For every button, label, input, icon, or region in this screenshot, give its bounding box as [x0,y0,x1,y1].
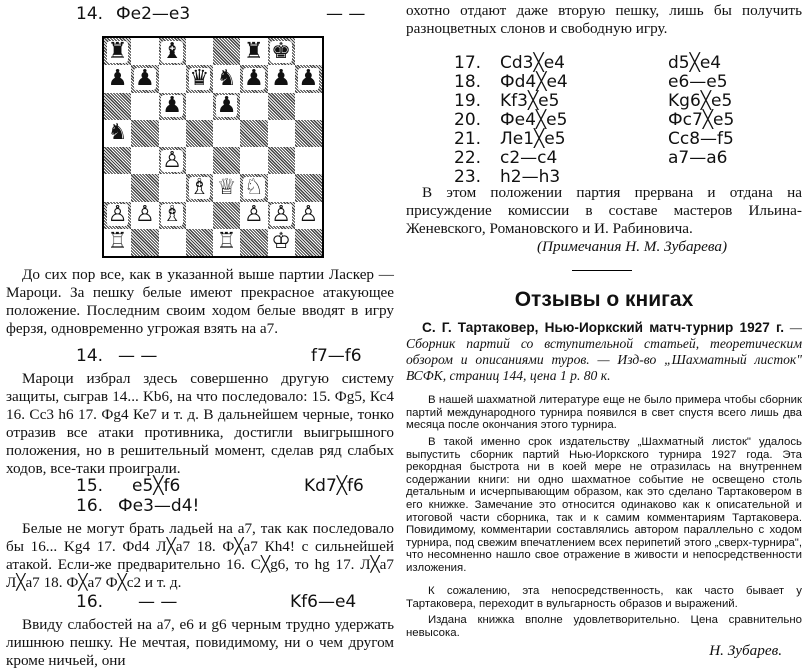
chess-piece: ♟ [244,65,264,91]
move-line [406,130,802,149]
move-list [406,54,802,187]
board-square-f8 [240,38,267,65]
board-square-h4 [295,147,322,174]
board-square-g1 [268,229,295,256]
chess-piece: ♗ [162,202,182,228]
board-square-e8 [213,38,240,65]
move-number: 19. [454,91,482,111]
chess-piece: ♜ [244,38,264,64]
board-square-g7 [268,65,295,92]
move-number: 15. [76,476,104,496]
chess-piece: ♔ [271,229,291,255]
white-move: e5╳f6 [132,476,181,496]
signature: Н. Зубарев. [709,642,782,659]
board-square-d2 [186,202,213,229]
move-number: 21. [454,129,482,149]
board-square-e4 [213,147,240,174]
chess-piece: ♘ [244,174,264,200]
review-paragraph: В такой именно срок издательству „Шахматный листок" удалось выпустить сборник партий Нью-Иоркского турнира 1927 года. Эта рекордная быстрота ни в коей мере не отразилась на внутреннем содержании книги: ни одно шахматное событие не освещено столь детальным и исчерпывающим образом, как это сделано Тартаковером в его книжке. Замечание это относится одинаково как к описательной и итоговой части сборника, так и к самим комментариям Тартаковера. Повидимому, комментарии составлялись автором параллельно с ходом турнира, под свежим впечатлением всех перипетий этого „сверх-турнира", что несомненно нашло свое отражение в живости и непосредственности изложения. [406,436,802,574]
white-move: — — [118,346,158,366]
black-move: d5╳e4 [668,53,722,73]
board-square-f1 [240,229,267,256]
review-paragraph: К сожалению, эта непосредственность, как часто бывает у Тартаковера, переходит в вульгарность образов и выражений. [406,585,802,610]
board-square-b8 [131,38,158,65]
move-line-14a [6,4,394,25]
black-move: Kg6╳e5 [668,91,733,111]
board-square-a3 [104,174,131,201]
board-square-f3 [240,174,267,201]
move-line [406,111,802,130]
board-square-b4 [131,147,158,174]
move-line-16b [6,592,394,613]
chess-piece: ♚ [271,38,291,64]
move-line [406,92,802,111]
white-move: Ле1╳e5 [500,129,566,149]
paragraph: Ввиду слабостей на а7, е6 и g6 черным трудно удержать лишнюю пешку. Не мечтая, повидимому, ни о чем другом кроме ничьей, они [6,616,394,669]
paragraph: До сих пор все, как в указанной выше партии Ласкер — Мароци. За пешку белые имеют прекрасное атакующее положение. Последним своим ходом белые вводят в игру ферзя, одновременно угрожая взять на а7. [6,266,394,337]
review-header [406,320,802,384]
board-square-d5 [186,120,213,147]
board-square-a1 [104,229,131,256]
board-square-c5 [159,120,186,147]
board-square-b3 [131,174,158,201]
board-square-a2 [104,202,131,229]
chess-piece: ♙ [271,202,291,228]
board-square-c1 [159,229,186,256]
board-square-b5 [131,120,158,147]
white-move: — — [138,592,178,612]
black-move: a7—a6 [668,148,728,168]
board-square-b6 [131,93,158,120]
board-square-g5 [268,120,295,147]
review-paragraph: В нашей шахматной литературе еще не было примера чтобы сборник партий международного турнира появился в свет спустя всего лишь два месяца после окончания этого турнира. [406,394,802,432]
board-square-c3 [159,174,186,201]
board-square-f4 [240,147,267,174]
move-number: 20. [454,110,482,130]
board-square-a7 [104,65,131,92]
move-number: 16. [76,496,104,516]
board-square-f5 [240,120,267,147]
move-number: 23. [454,167,482,187]
board-square-d1 [186,229,213,256]
board-square-g6 [268,93,295,120]
chess-piece: ♛ [189,65,210,91]
move-line-15 [6,476,394,497]
paragraph: Белые не могут брать ладьей на а7, так как последовало бы 16... Kg4 17. Фd4 Л╳а7 18. Ф╳а7 Кh4! с сильнейшей атакой. Если-же предварительно 16. С╳g6, то hg 17. Л╳а7 Л╳а7 18. Ф╳а7 Ф╳с2 и т. д. [6,520,394,591]
chess-piece: ♙ [244,202,264,228]
chess-piece: ♕ [216,174,237,200]
board-square-e2 [213,202,240,229]
board-square-g2 [268,202,295,229]
black-move: e6—e5 [668,72,728,92]
board-square-e3 [213,174,240,201]
board-square-d3 [186,174,213,201]
white-move: c2—c4 [500,148,558,168]
board-square-a8 [104,38,131,65]
section-heading: Отзывы о книгах [514,288,694,311]
black-move: Kd7╳f6 [304,476,364,496]
board-square-a6 [104,93,131,120]
chess-piece: ♟ [216,93,237,119]
board-square-d8 [186,38,213,65]
review-paragraph: Издана книжка вполне удовлетворительно. Цена сравнительно невысока. [406,614,802,639]
move-line [406,54,802,73]
black-move: Фc7╳e5 [668,110,735,130]
paragraph: Мароци избрал здесь совершенно другую систему защиты, сыграв 14... Kb6, на что последовало: 15. Фg5, Кс4 16. Сс3 h6 17. Фg4 Ке7 и т. д. В дальнейшем черные, тонко отразив все атаки противника, достигли выигрышного положения, но в решительный момент, сделав ряд слабых ходов, все-таки проиграли. [6,370,394,477]
board-square-f6 [240,93,267,120]
black-move: Сс8—f5 [668,129,734,149]
section-divider [572,270,632,271]
board-square-c6 [159,93,186,120]
move-number: 14. [76,4,104,24]
board-square-b2 [131,202,158,229]
black-move: Kf6—e4 [290,592,357,612]
chess-piece: ♜ [107,38,128,64]
board-square-b7 [131,65,158,92]
chess-piece: ♞ [107,120,128,146]
white-move: Kf3╳e5 [500,91,560,111]
move-line-16a [6,496,394,517]
board-square-a4 [104,147,131,174]
board-square-e7 [213,65,240,92]
chess-piece: ♟ [107,65,128,91]
review-description: — Сборник партий со вступительной статьей, теоретическим обзором и описаниями туров. — Изд-во „Шахматный листок" ВСФК, страниц 144, цена 1 р. 80 к. [406,320,802,383]
white-move: h2—h3 [500,167,561,187]
review-title: С. Г. Тартаковер, Нью-Иоркский матч-турнир 1927 г. [422,320,785,335]
chess-piece: ♙ [162,147,182,173]
chess-piece: ♖ [216,229,237,255]
chess-piece: ♗ [189,174,210,200]
annotation-credit: (Примечания Н. М. Зубарева) [536,238,728,255]
board-square-f7 [240,65,267,92]
board-square-a5 [104,120,131,147]
chess-piece: ♟ [135,65,155,91]
move-number: 22. [454,148,482,168]
move-number: 18. [454,72,482,92]
black-move: — — [326,4,366,24]
board-square-c4 [159,147,186,174]
chess-piece: ♟ [271,65,291,91]
board-square-c8 [159,38,186,65]
board-square-e6 [213,93,240,120]
chess-piece: ♟ [162,93,182,119]
white-move: Фd4╳e4 [500,72,568,92]
move-number: 17. [454,53,482,73]
move-line [406,149,802,168]
paragraph: В этом положении партия прервана и отдана на присуждение комиссии в составе мастеров Ильина-Женевского, Романовского и И. Рабиновича. [406,184,802,237]
chess-piece: ♞ [216,65,237,91]
board-square-d7 [186,65,213,92]
board-square-f2 [240,202,267,229]
chess-piece: ♝ [162,38,182,64]
chess-piece: ♙ [135,202,155,228]
board-square-h2 [295,202,322,229]
white-move: Фе2—е3 [116,4,191,24]
white-move: Фе3—d4! [118,496,200,516]
board-square-h3 [295,174,322,201]
black-move: f7—f6 [311,346,362,366]
board-square-c7 [159,65,186,92]
board-square-h7 [295,65,322,92]
white-move: Cd3╳e4 [500,53,565,73]
paragraph: охотно отдают даже вторую пешку, лишь бы получить разноцветных слонов и свободную игру. [406,2,802,37]
chess-piece: ♟ [298,65,319,91]
board-square-d4 [186,147,213,174]
board-square-g3 [268,174,295,201]
board-square-h1 [295,229,322,256]
move-number: 14. [76,346,104,366]
board-square-g8 [268,38,295,65]
board-square-g4 [268,147,295,174]
move-line-14b [6,346,394,367]
chess-piece: ♙ [107,202,128,228]
board-square-e1 [213,229,240,256]
board-square-h6 [295,93,322,120]
chess-piece: ♙ [298,202,319,228]
board-square-c2 [159,202,186,229]
board-square-d6 [186,93,213,120]
move-number: 16. [76,592,104,612]
board-square-e5 [213,120,240,147]
chess-board [102,36,324,258]
white-move: Фe4╳e5 [500,110,568,130]
board-square-h5 [295,120,322,147]
board-square-b1 [131,229,158,256]
board-square-h8 [295,38,322,65]
move-line [406,73,802,92]
chess-piece: ♖ [107,229,128,255]
